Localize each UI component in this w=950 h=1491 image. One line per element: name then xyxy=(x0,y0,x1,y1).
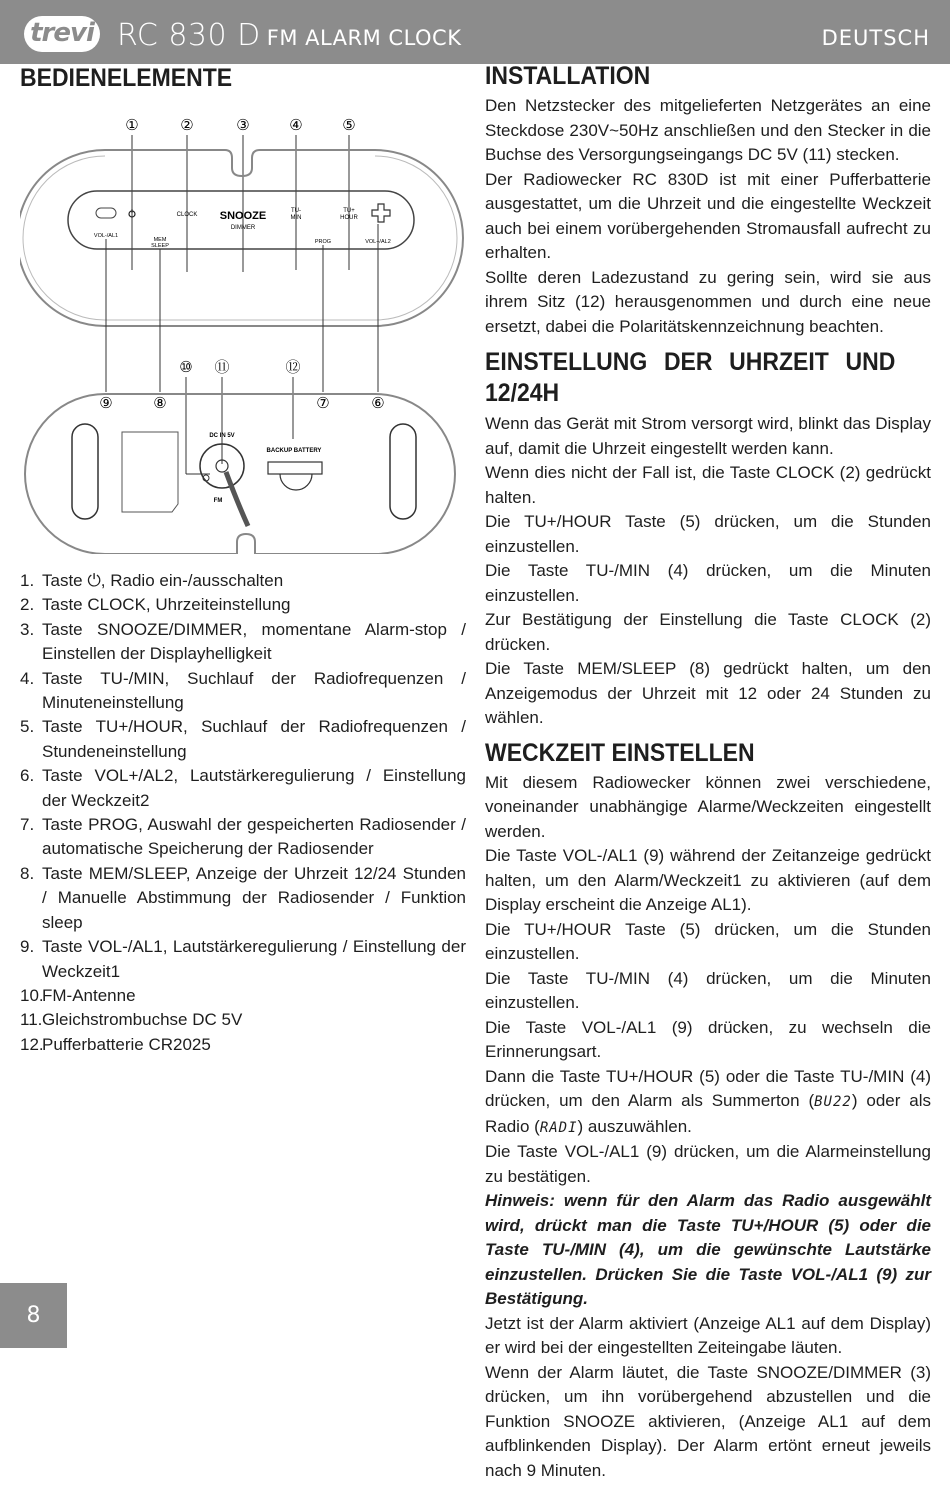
controls-list xyxy=(20,569,466,1057)
section-weckzeit xyxy=(485,739,931,1484)
section-uhrzeit xyxy=(485,347,931,731)
paragraph: Die Taste VOL-/AL1 (9) drücken, um die Alarmeinstellung zu bestätigen. xyxy=(485,1142,931,1186)
callout-9: ⑨ xyxy=(99,395,113,412)
right-column xyxy=(485,62,931,1491)
callout-5: ⑤ xyxy=(342,117,356,134)
label-hour: HOUR xyxy=(340,215,358,221)
callout-11: ⑪ xyxy=(214,359,230,376)
callout-1: ① xyxy=(125,117,139,134)
label-sleep: SLEEP xyxy=(151,243,169,249)
label-snooze: SNOOZE xyxy=(219,210,267,222)
paragraph: Sollte deren Ladezustand zu gering sein, wird sie aus ihrem Sitz (12) herausgenommen und durch eine neue ersetzt, dabei die Polaritätskennzeichnung beachten. xyxy=(485,267,931,336)
paragraph: Die Taste TU-/MIN (4) drücken, um die Minuten einzustellen. xyxy=(485,561,931,605)
heading-uhrzeit: EINSTELLUNG DER UHRZEIT UND 12/24H xyxy=(485,348,896,407)
list-item: 12. Pufferbatterie CR2025 xyxy=(20,1034,211,1054)
product-subtitle: FM ALARM CLOCK xyxy=(266,26,462,50)
label-prog: PROG xyxy=(314,239,332,245)
list-item: 7. Taste PROG, Auswahl der gespeicherten Radiosender / automatische Speicherung der Radiosender xyxy=(20,815,466,859)
callout-7: ⑦ xyxy=(316,395,330,412)
list-item: 1. Taste ⏻, Radio ein-/ausschalten xyxy=(20,571,284,590)
list-item: 2. Taste CLOCK, Uhrzeiteinstellung xyxy=(20,595,291,615)
callout-8: ⑧ xyxy=(153,395,167,412)
paragraph: Der Radiowecker RC 830D ist mit einer Pufferbatterie ausgestattet, um die Uhrzeit und die eingestellte Weckzeit auch bei einem vorübergehenden Stromausfall aufrecht zu erhalten. xyxy=(485,169,931,262)
callout-4: ④ xyxy=(289,117,303,134)
list-item: 10. FM-Antenne xyxy=(20,985,136,1005)
heading-bedienelemente: BEDIENELEMENTE xyxy=(20,64,233,92)
label-dimmer: DIMMER xyxy=(230,225,256,231)
list-item: 9. Taste VOL-/AL1, Lautstärkeregulierung / Einstellung der Weckzeit1 xyxy=(20,937,466,981)
label-vol-al1: VOL-/AL1 xyxy=(93,233,119,239)
paragraph: Wenn das Gerät mit Strom versorgt wird, blinkt das Display auf, damit die Uhrzeit eingestellt werden kann. xyxy=(485,414,931,458)
display-radio-indicator: RADI xyxy=(539,1119,578,1136)
section-installation xyxy=(485,62,931,339)
paragraph: Den Netzstecker des mitgelieferten Netzgerätes an eine Steckdose 230V~50Hz anschließen und den Stecker in die Buchse des Versorgungseingangs DC 5V (11) stecken. xyxy=(485,96,931,164)
paragraph: Die Taste MEM/SLEEP (8) gedrückt halten, um den Anzeigemodus der Uhrzeit mit 12 oder 24 Stunden zu wählen. xyxy=(485,659,931,727)
list-item: 5. Taste TU+/HOUR, Suchlauf der Radiofrequenzen / Stundeneinstellung xyxy=(20,717,466,761)
label-tu-plus: TU+ xyxy=(343,208,355,214)
display-buzz-indicator: BU22 xyxy=(814,1094,852,1110)
paragraph: Wenn dies nicht der Fall ist, die Taste CLOCK (2) gedrückt halten. xyxy=(485,463,931,507)
heading-installation: INSTALLATION xyxy=(485,62,651,90)
callout-12: ⑫ xyxy=(285,359,301,376)
label-tu-minus: TU- xyxy=(291,208,301,214)
paragraph: Die TU+/HOUR Taste (5) drücken, um die Stunden einzustellen. xyxy=(485,919,931,963)
label-min: MIN xyxy=(290,215,302,221)
label-fm: FM xyxy=(213,498,223,504)
page-header xyxy=(0,0,950,64)
list-item: 6. Taste VOL+/AL2, Lautstärkeregulierung / Einstellung der Weckzeit2 xyxy=(20,766,466,810)
brand-logo: trevi xyxy=(24,16,100,52)
back-panel-diagram xyxy=(20,354,466,554)
label-mem: MEM xyxy=(153,237,167,243)
paragraph: Zur Bestätigung der Einstellung die Taste CLOCK (2) drücken. xyxy=(485,610,931,654)
list-item: 11. Gleichstrombuchse DC 5V xyxy=(20,1010,243,1030)
list-item: 4. Taste TU-/MIN, Suchlauf der Radiofrequenzen / Minuteneinstellung xyxy=(20,668,466,713)
callout-10: ⑩ xyxy=(179,359,193,376)
label-backup-battery: BACKUP BATTERY xyxy=(266,448,322,454)
paragraph: Dann die Taste TU+/HOUR (5) oder die Taste TU-/MIN (4) drücken, um den Alarm als Summerton (BU22) oder als Radio (RADI) auszuwählen. xyxy=(485,1066,932,1136)
paragraph: Die TU+/HOUR Taste (5) drücken, um die Stunden einzustellen. xyxy=(485,512,931,556)
paragraph: Die Taste VOL-/AL1 (9) während der Zeitanzeige gedrückt halten, um den Alarm/Weckzeit1 zu aktivieren (auf dem Display erscheint die Anzeige AL1). xyxy=(485,846,931,914)
list-item: 3. Taste SNOOZE/DIMMER, momentane Alarm-stop / Einstellen der Displayhelligkeit xyxy=(20,619,466,664)
heading-weckzeit: WECKZEIT EINSTELLEN xyxy=(485,738,755,767)
product-title xyxy=(117,18,461,53)
hint-paragraph: Hinweis: wenn für den Alarm das Radio ausgewählt wird, drückt man die Taste TU+/HOUR (5) oder die Taste TU-/MIN (4), um die gewünschte Lautstärke einzustellen. Drücken Sie die Taste VOL-/AL1 (9) zur Bestätigung. xyxy=(485,1191,931,1308)
callout-2: ② xyxy=(180,117,194,134)
page-number: 8 xyxy=(0,1283,67,1348)
callout-6: ⑥ xyxy=(371,395,385,412)
paragraph: Mit diesem Radiowecker können zwei verschiedene, voneinander unabhängige Alarme/Weckzeiten eingestellt werden. xyxy=(485,772,931,841)
list-item: 8. Taste MEM/SLEEP, Anzeige der Uhrzeit 12/24 Stunden / Manuelle Abstimmung der Radiosender / Funktion sleep xyxy=(20,863,466,932)
callout-3: ③ xyxy=(236,117,250,134)
paragraph: Jetzt ist der Alarm aktiviert (Anzeige AL1 auf dem Display) er wird bei der eingestellten Zeiteingabe läuten. xyxy=(485,1313,931,1357)
label-vol-al2: VOL+/AL2 xyxy=(365,239,391,245)
label-dc-in: DC IN 5V xyxy=(209,433,235,439)
language-label: DEUTSCH xyxy=(821,26,930,50)
model-name: RC 830 D xyxy=(117,18,261,53)
label-clock: CLOCK xyxy=(176,212,198,218)
paragraph: Die Taste TU-/MIN (4) drücken, um die Minuten einzustellen. xyxy=(485,968,931,1012)
paragraph: Wenn der Alarm läutet, die Taste SNOOZE/DIMMER (3) drücken, um ihn vorübergehend abzustellen und die Funktion SNOOZE aktivieren, (Anzeige AL1 auf dem aufblinkenden Display). Der Alarm ertönt erneut jeweils nach 9 Minuten. xyxy=(485,1362,931,1480)
paragraph: Die Taste VOL-/AL1 (9) drücken, zu wechseln die Erinnerungsart. xyxy=(485,1017,931,1061)
